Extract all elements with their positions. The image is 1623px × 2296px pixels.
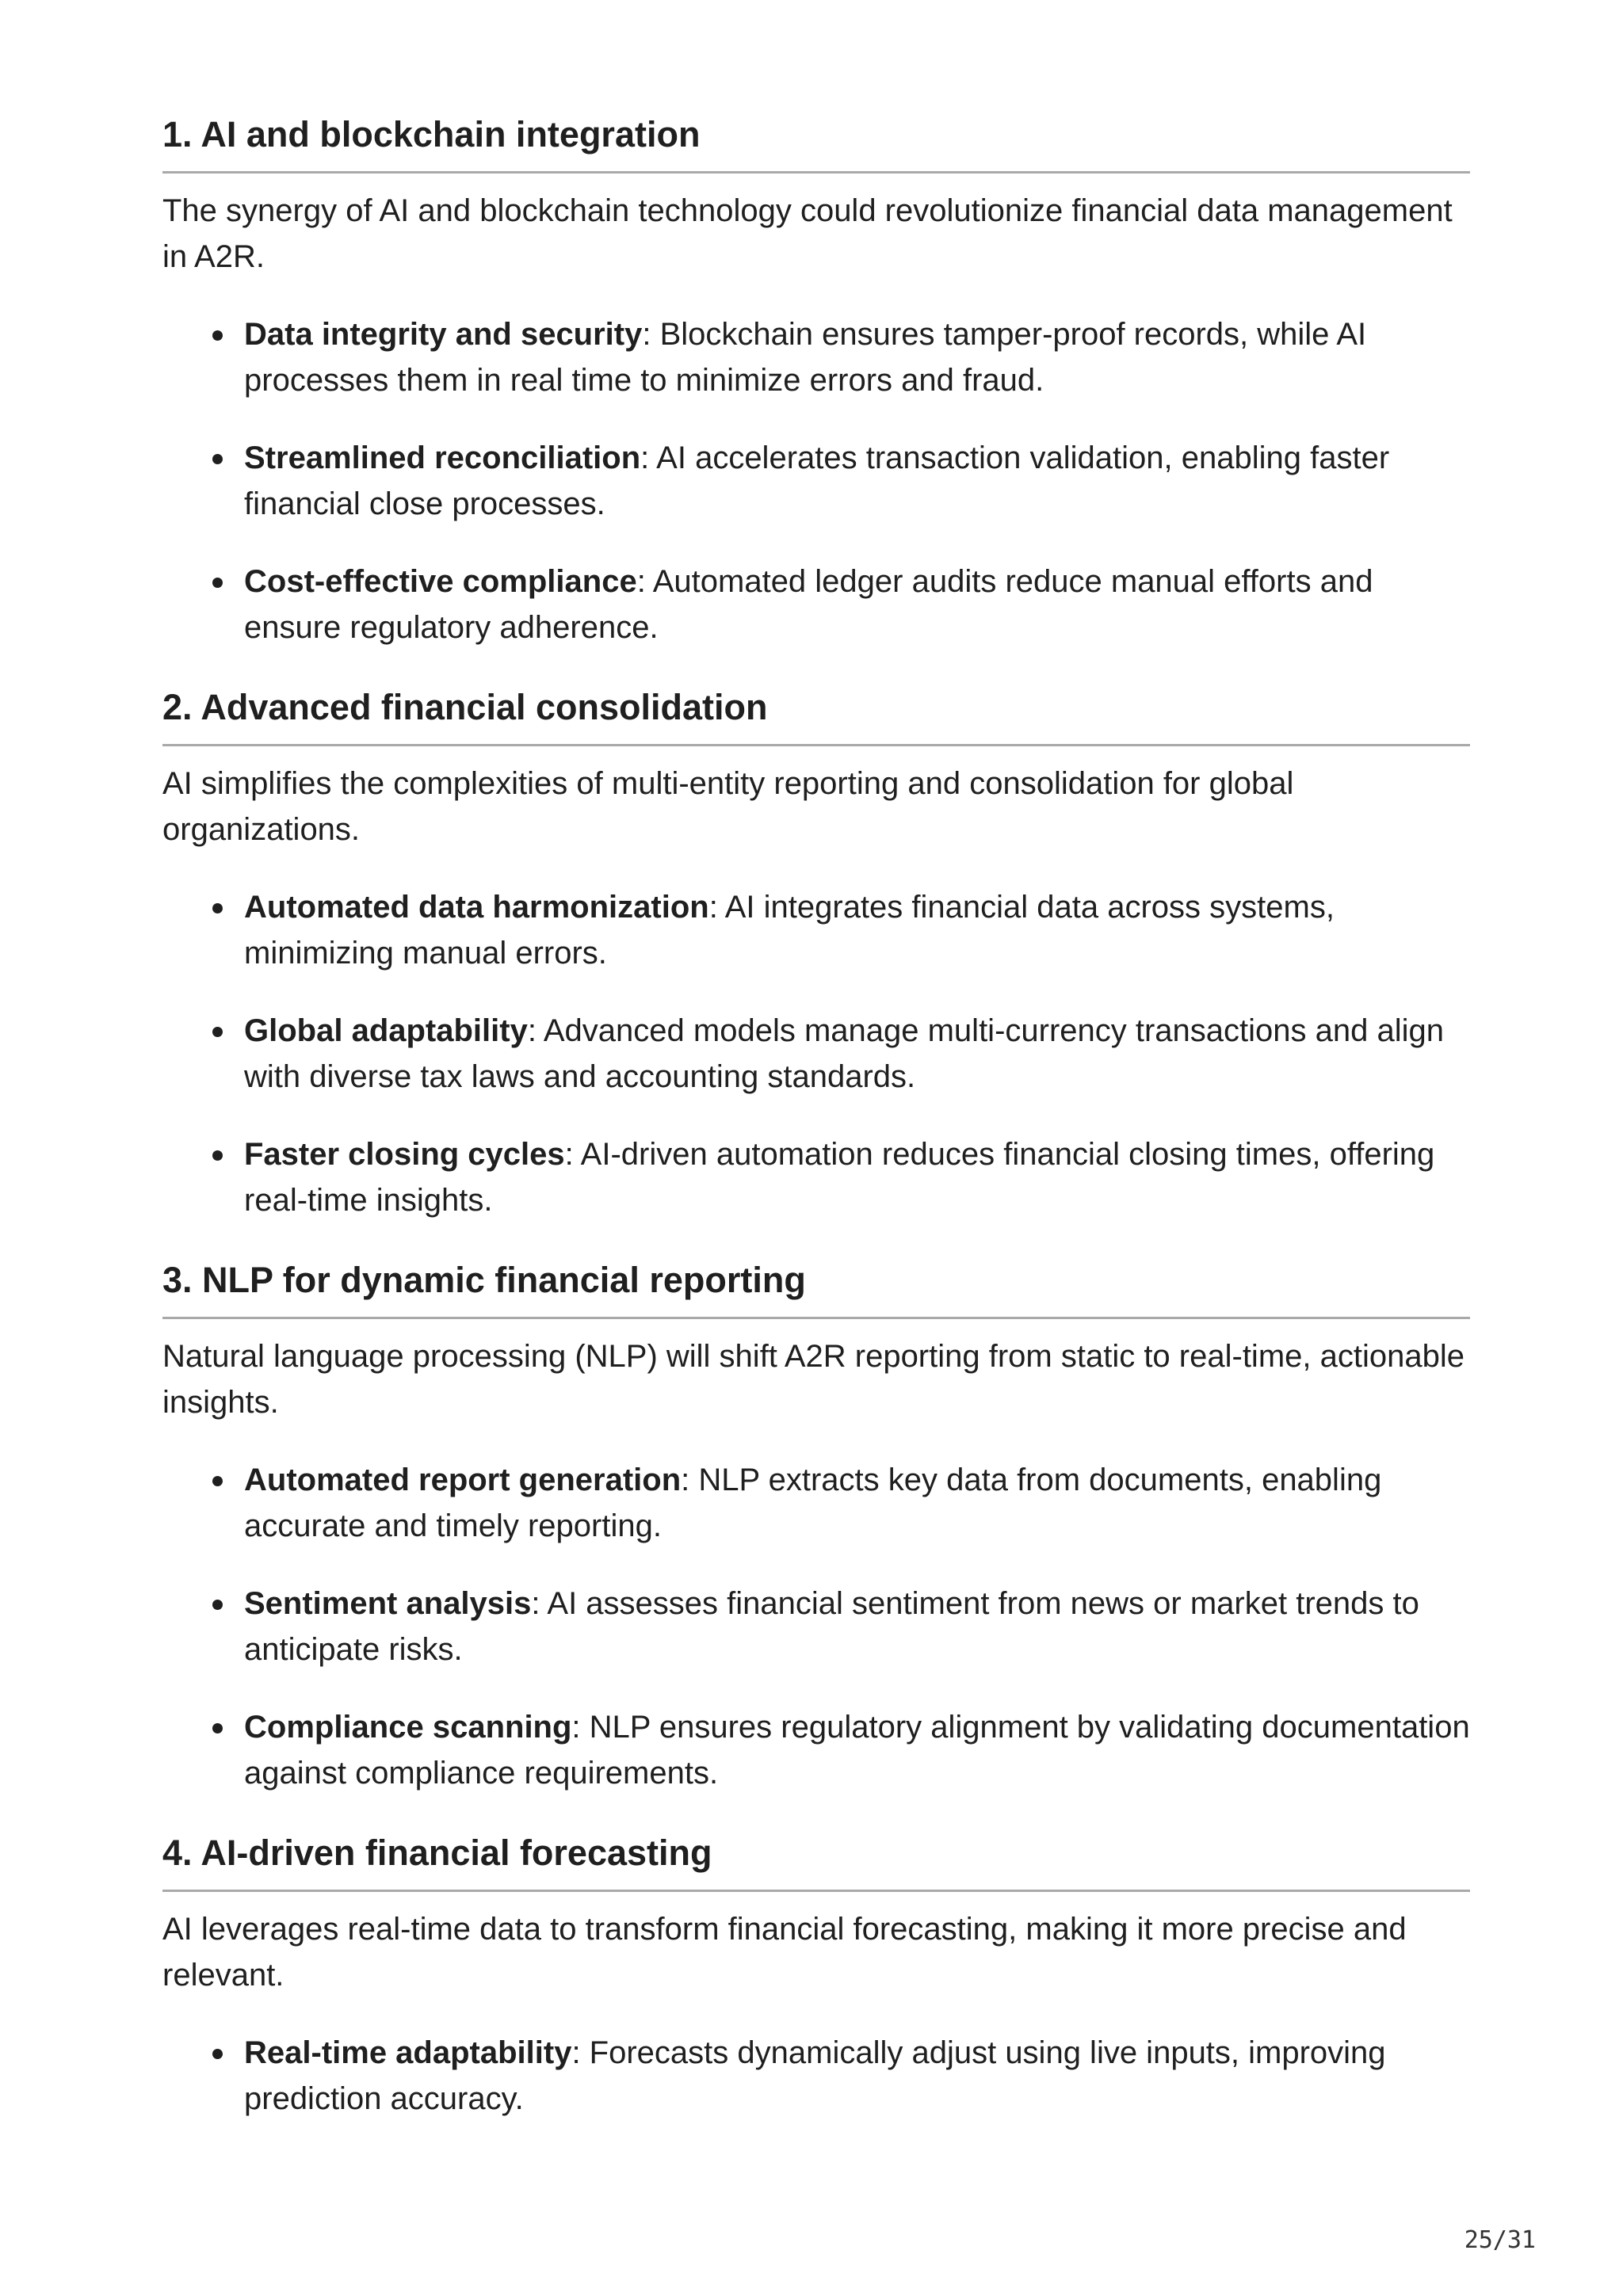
list-item <box>244 559 1470 650</box>
bullet-text: : Advanced models manage multi-currency transactions and align with diverse tax laws and accounting standards. <box>244 1013 1445 1094</box>
bullet-list <box>162 884 1470 1223</box>
list-item <box>244 1457 1470 1549</box>
section-financial-forecasting <box>162 1828 1470 2122</box>
list-item <box>244 1581 1470 1672</box>
bullet-term: Streamlined reconciliation <box>244 441 641 475</box>
bullet-text: : AI assesses financial sentiment from news or market trends to anticipate risks. <box>244 1586 1419 1667</box>
section-intro: AI simplifies the complexities of multi-entity reporting and consolidation for global organizations. <box>162 766 1294 847</box>
section-intro: The synergy of AI and blockchain technology could revolutionize financial data management in A2R. <box>162 193 1453 274</box>
section-intro: AI leverages real-time data to transform financial forecasting, making it more precise and relevant. <box>162 1912 1407 1993</box>
section-heading: 2. Advanced financial consolidation <box>162 682 1470 746</box>
bullet-list <box>162 311 1470 650</box>
bullet-term: Automated data harmonization <box>244 890 709 925</box>
list-item <box>244 435 1470 527</box>
section-heading: 4. AI-driven financial forecasting <box>162 1828 1470 1892</box>
bullet-term: Real-time adaptability <box>244 2035 572 2070</box>
bullet-text: : AI-driven automation reduces financial closing times, offering real-time insights. <box>244 1137 1435 1218</box>
bullet-text: : AI integrates financial data across systems, minimizing manual errors. <box>244 890 1335 971</box>
bullet-text: : NLP ensures regulatory alignment by validating documentation against compliance requirements. <box>244 1710 1470 1791</box>
bullet-text: : Blockchain ensures tamper-proof records, while AI processes them in real time to minimize errors and fraud. <box>244 317 1367 398</box>
list-item <box>244 2030 1470 2122</box>
list-item <box>244 1131 1470 1223</box>
bullet-text: : NLP extracts key data from documents, enabling accurate and timely reporting. <box>244 1463 1382 1543</box>
bullet-text: : AI accelerates transaction validation, enabling faster financial close processes. <box>244 441 1390 521</box>
bullet-text: : Forecasts dynamically adjust using live inputs, improving prediction accuracy. <box>244 2035 1386 2116</box>
section-heading: 1. AI and blockchain integration <box>162 109 1470 174</box>
list-item <box>244 1008 1470 1100</box>
bullet-term: Compliance scanning <box>244 1710 572 1745</box>
bullet-list <box>162 1457 1470 1796</box>
list-item <box>244 311 1470 403</box>
bullet-term: Sentiment analysis <box>244 1586 532 1621</box>
bullet-term: Faster closing cycles <box>244 1137 565 1172</box>
section-nlp-reporting <box>162 1255 1470 1796</box>
bullet-term: Cost-effective compliance <box>244 564 637 599</box>
bullet-term: Automated report generation <box>244 1463 682 1497</box>
document-page <box>162 109 1470 2153</box>
bullet-text: : Automated ledger audits reduce manual efforts and ensure regulatory adherence. <box>244 564 1373 645</box>
section-intro: Natural language processing (NLP) will shift A2R reporting from static to real-time, actionable insights. <box>162 1339 1465 1420</box>
bullet-list <box>162 2030 1470 2122</box>
page-number: 25/31 <box>1464 2226 1536 2254</box>
list-item <box>244 884 1470 976</box>
section-heading: 3. NLP for dynamic financial reporting <box>162 1255 1470 1319</box>
section-ai-blockchain <box>162 109 1470 650</box>
section-financial-consolidation <box>162 682 1470 1223</box>
bullet-term: Data integrity and security <box>244 317 643 352</box>
bullet-term: Global adaptability <box>244 1013 528 1048</box>
list-item <box>244 1704 1470 1796</box>
